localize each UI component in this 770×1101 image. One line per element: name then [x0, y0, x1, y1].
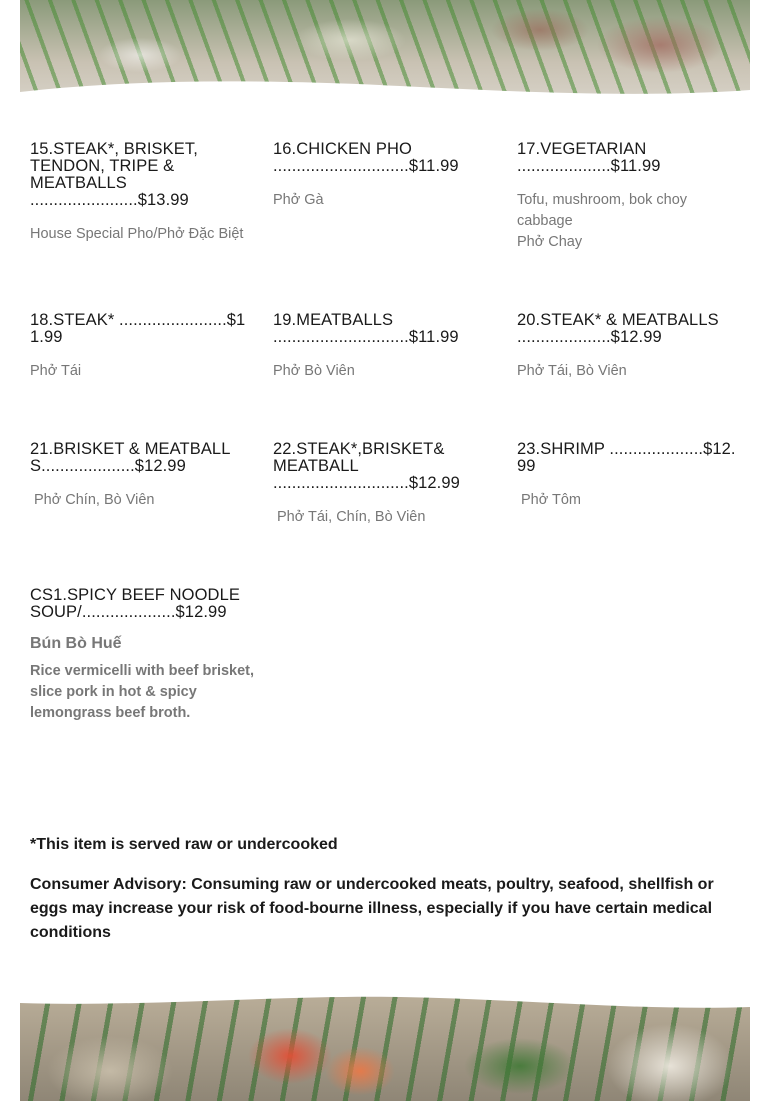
menu-item-desc-line: Phở Bò Viên	[273, 363, 355, 379]
menu-item-desc	[30, 224, 255, 245]
menu-item-16[interactable]	[273, 141, 498, 211]
menu-item-desc	[517, 190, 742, 253]
menu-item-desc-line: House Special Pho/Phở Đặc Biệt	[30, 226, 244, 242]
menu-item-desc	[517, 361, 737, 382]
menu-item-desc-line: Phở Tái	[30, 363, 82, 379]
menu-item-title: 22.STEAK*,BRISKET& MEATBALL .............................$12.99	[273, 440, 460, 492]
menu-item-desc	[30, 361, 255, 382]
menu-item-cs1[interactable]	[30, 587, 255, 724]
menu-item-title: 20.STEAK* & MEATBALLS ....................$12.99	[517, 311, 719, 346]
menu-item-21[interactable]	[30, 441, 255, 511]
wave-divider-bottom	[20, 996, 750, 1023]
menu-item-title: CS1.SPICY BEEF NOODLE SOUP/....................$12.99	[30, 586, 240, 621]
menu-item-19[interactable]	[273, 312, 498, 382]
menu-item-title: 16.CHICKEN PHO .............................$11.99	[273, 140, 459, 175]
menu-item-desc	[273, 507, 498, 528]
menu-item-desc	[30, 490, 255, 511]
menu-item-desc-line: Phở Tái, Chín, Bò Viên	[277, 509, 426, 525]
menu-item-title: 19.MEATBALLS .............................$11.99	[273, 311, 459, 346]
bottom-pho-photo	[20, 996, 750, 1101]
menu-item-desc	[517, 490, 742, 511]
menu-item-title: 15.STEAK*, BRISKET, TENDON, TRIPE & MEATBALLS .......................$13.99	[30, 140, 198, 209]
consumer-advisory-note: Consumer Advisory: Consuming raw or undercooked meats, poultry, seafood, shellfish or eggs may increase your risk of food-bourne illness, especially if you have certain medical conditions	[30, 876, 714, 941]
menu-item-22[interactable]	[273, 441, 498, 528]
menu-item-title: 18.STEAK* .......................$11.99	[30, 311, 246, 346]
menu-item-desc	[273, 190, 498, 211]
menu-item-desc-line: Phở Tôm	[521, 492, 582, 508]
menu-item-18[interactable]	[30, 312, 255, 382]
menu-item-17[interactable]	[517, 141, 742, 253]
menu-item-title: 21.BRISKET & MEATBALLS....................$12.99	[30, 440, 231, 475]
menu-item-title: 23.SHRIMP ....................$12.99	[517, 440, 736, 475]
menu-item-desc	[273, 361, 498, 382]
menu-item-subtitle: Bún Bò Huế	[30, 635, 122, 652]
menu-item-desc-line: Phở Chay	[517, 234, 583, 250]
menu-item-title: 17.VEGETARIAN ....................$11.99	[517, 140, 661, 175]
menu-item-23[interactable]	[517, 441, 742, 511]
menu-item-desc: Rice vermicelli with beef brisket, slice pork in hot & spicy lemongrass beef broth.	[30, 663, 255, 721]
menu-item-desc-line: Phở Chín, Bò Viên	[34, 492, 155, 508]
menu-item-desc-line: Phở Tái, Bò Viên	[517, 363, 627, 379]
menu-item-15[interactable]	[30, 141, 255, 245]
menu-item-20[interactable]	[517, 312, 737, 382]
wave-divider-top	[20, 78, 750, 105]
raw-warning-note: *This item is served raw or undercooked	[30, 836, 338, 853]
top-pho-photo	[20, 0, 750, 105]
menu-item-desc-line: Phở Gà	[273, 192, 324, 208]
menu-item-desc-line: Tofu, mushroom, bok choy cabbage	[517, 192, 688, 229]
